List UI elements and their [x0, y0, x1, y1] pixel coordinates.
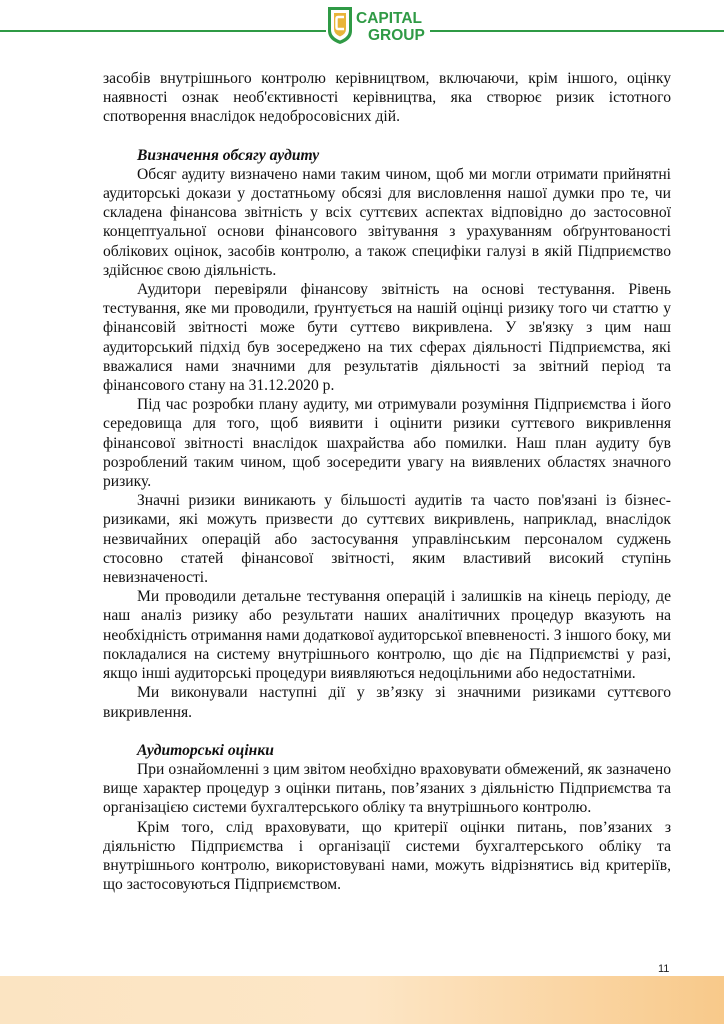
paragraph-3: Аудитори перевіряли фінансову звітність на основі тестування. Рівень тестування, яке ми проводили, ґрунтується на нашій оцінці ризику того чи статтю у фінансовій звітності може бути суттєво викривлена. У зв'язку з цим наш аудиторський підхід був зосереджено на тих сферах діяльності Підприємства, які вважалися нами значними для результатів діяльності за звітний період та фінансового стану на 31.12.2020 р. — [103, 281, 671, 395]
paragraph-4: Під час розробки плану аудиту, ми отримували розуміння Підприємства і його середовища для того, щоб виявити і оцінити ризики суттєвого викривлення фінансової звітності внаслідок шахрайства або помилки. Наш план аудиту був розроблений таким чином, щоб зосередити увагу на виявлених областях значного ризику. — [103, 396, 671, 491]
document-body — [103, 69, 671, 894]
paragraph-gap — [103, 127, 671, 146]
footer-band — [0, 976, 724, 1024]
paragraph-7: Ми виконували наступні дії у зв’язку зі значними ризиками суттєвого викривлення. — [103, 684, 671, 721]
page-number: 11 — [658, 963, 670, 975]
paragraph-5: Значні ризики виникають у більшості аудитів та часто пов'язані із бізнес-ризиками, які можуть призвести до суттєвих викривлень, наприклад, внаслідок незвичайних операцій або застосування управлінським персоналом суджень стосовно статей фінансової звітності, яким властивий високий ступінь невизначеності. — [103, 492, 671, 587]
paragraph-2: Обсяг аудиту визначено нами таким чином, щоб ми могли отримати прийнятні аудиторські докази у достатньому обсязі для висловлення нашої думки про те, чи складена фінансова звітність у всіх суттєвих аспектах відповідно до застосовної концептуальної основи фінансового звітування з урахуванням обґрунтованості облікових оцінок, засобів контролю, а також специфіки галузі в якій Підприємство здійснює свою діяльність. — [103, 165, 671, 279]
paragraph-9: Крім того, слід враховувати, що критерії оцінки питань, пов’язаних з діяльністю Підприємства і організації системи бухгалтерського обліку та внутрішнього контролю, використовувані нами, можуть відрізнятись від критеріїв, що застосовуються Підприємством. — [103, 818, 671, 894]
logo-text-group: GROUP — [368, 27, 425, 44]
capital-group-logo-icon — [326, 5, 430, 45]
paragraph-6: Ми проводили детальне тестування операцій і залишків на кінець періоду, де наш аналіз ризику або результати наших аналітичних процедур вказують на необхідність отримання нами додаткової аудиторської впевненості. З іншого боку, ми покладалися на систему внутрішнього контролю, що діє на Підприємстві у разі, якщо інші аудиторські процедури виявляються недоцільними або недостатніми. — [103, 588, 672, 683]
logo-text-capital: CAPITAL — [356, 10, 423, 27]
company-logo — [326, 5, 430, 45]
paragraph-8: При ознайомленні з цим звітом необхідно враховувати обмежений, як зазначено вище характер процедур з оцінки питань, пов’язаних з діяльністю Підприємства та організацією системи бухгалтерського обліку та внутрішнього контролю. — [103, 760, 671, 817]
section-heading-audit-estimates: Аудиторські оцінки — [137, 741, 274, 759]
paragraph-gap — [103, 722, 671, 741]
paragraph-1: засобів внутрішнього контролю керівництвом, включаючи, крім іншого, оцінку наявності ознак необ'єктивності керівництва, яка створює ризик істотного спотворення внаслідок недобросовісних дій. — [103, 70, 671, 126]
section-heading-audit-scope: Визначення обсягу аудиту — [137, 146, 320, 164]
